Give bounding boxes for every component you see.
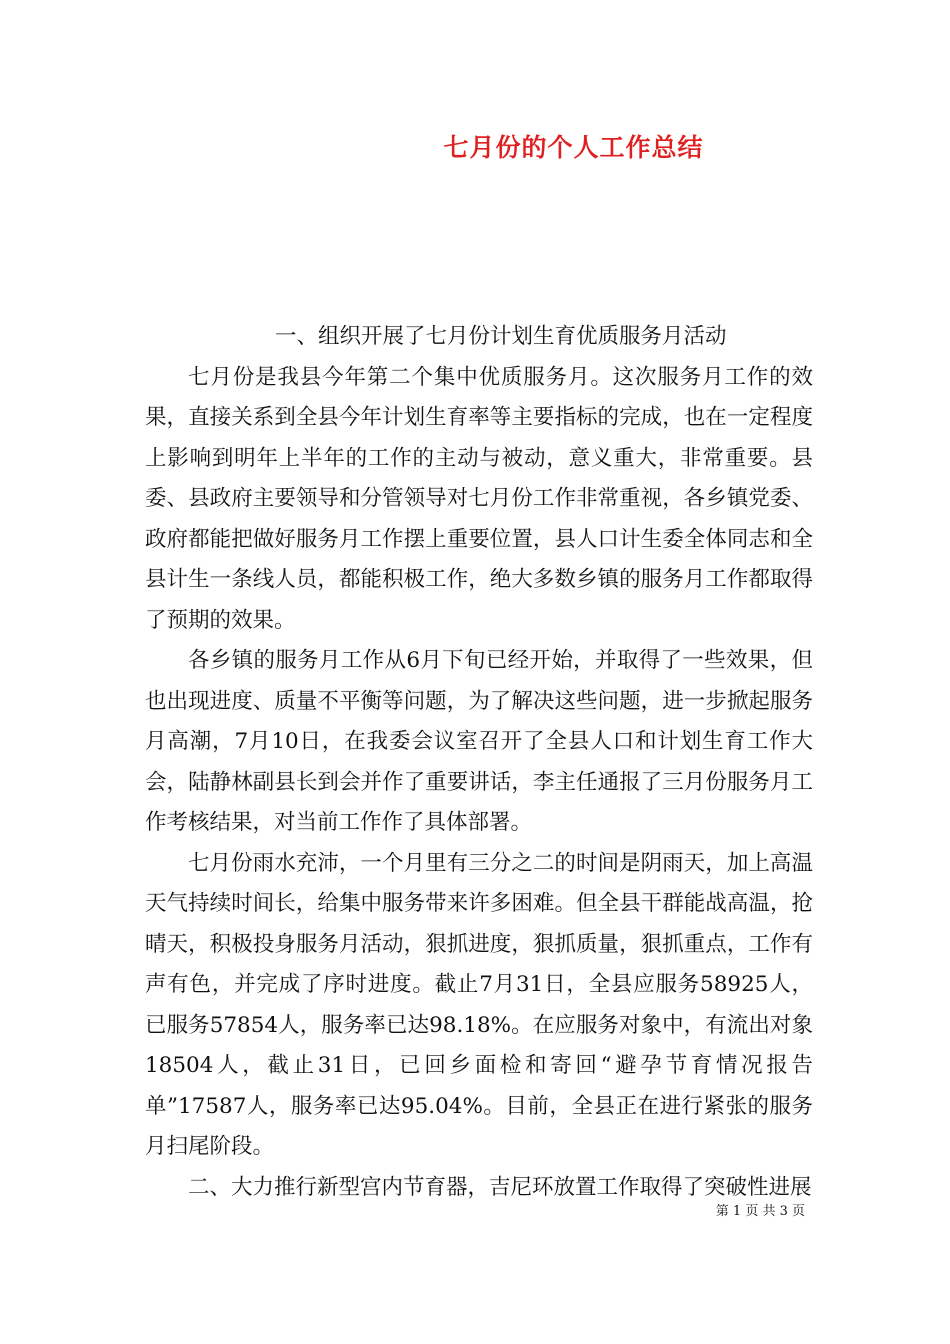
page-number: 第 1 页 共 3 页 [715, 1204, 805, 1219]
paragraph-2: 各乡镇的服务月工作从6月下旬已经开始，并取得了一些效果，但也出现进度、质量不平衡等问题，为了解决这些问题，进一步掀起服务月高潮，7月10日，在我委会议室召开了全县人口和计划生育工作大会，陆静林副县长到会并作了重要讲话，李主任通报了三月份服务月工作考核结果，对当前工作作了具体部署。 [145, 648, 813, 835]
paragraph-3: 七月份雨水充沛，一个月里有三分之二的时间是阴雨天，加上高温天气持续时间长，给集中服务带来许多困难。但全县干群能战高温，抢晴天，积极投身服务月活动，狠抓进度，狠抓质量，狠抓重点，工作有声有色，并完成了序时进度。截止7月31日，全县应服务58925人，已服务57854人，服务率已达98.18%。在应服务对象中，有流出对象18504人，截止31日，已回乡面检和寄回“避孕节育情况报告单”17587人，服务率已达95.04%。目前，全县正在进行紧张的服务月扫尾阶段。 [145, 850, 813, 1159]
section-heading-1: 一、组织开展了七月份计划生育优质服务月活动 [275, 324, 727, 349]
document-body [145, 317, 813, 1208]
paragraph-1: 七月份是我县今年第二个集中优质服务月。这次服务月工作的效果，直接关系到全县今年计划生育率等主要指标的完成，也在一定程度上影响到明年上半年的工作的主动与被动，意义重大，非常重要。县委、县政府主要领导和分管领导对七月份工作非常重视，各乡镇党委、政府都能把做好服务月工作摆上重要位置，县人口计生委全体同志和全县计生一条线人员，都能积极工作，绝大多数乡镇的服务月工作都取得了预期的效果。 [145, 364, 813, 633]
section-heading-2: 二、大力推行新型宫内节育器，吉尼环放置工作取得了突破性进展 [188, 1174, 812, 1200]
document-title: 七月份的个人工作总结 [443, 133, 704, 162]
